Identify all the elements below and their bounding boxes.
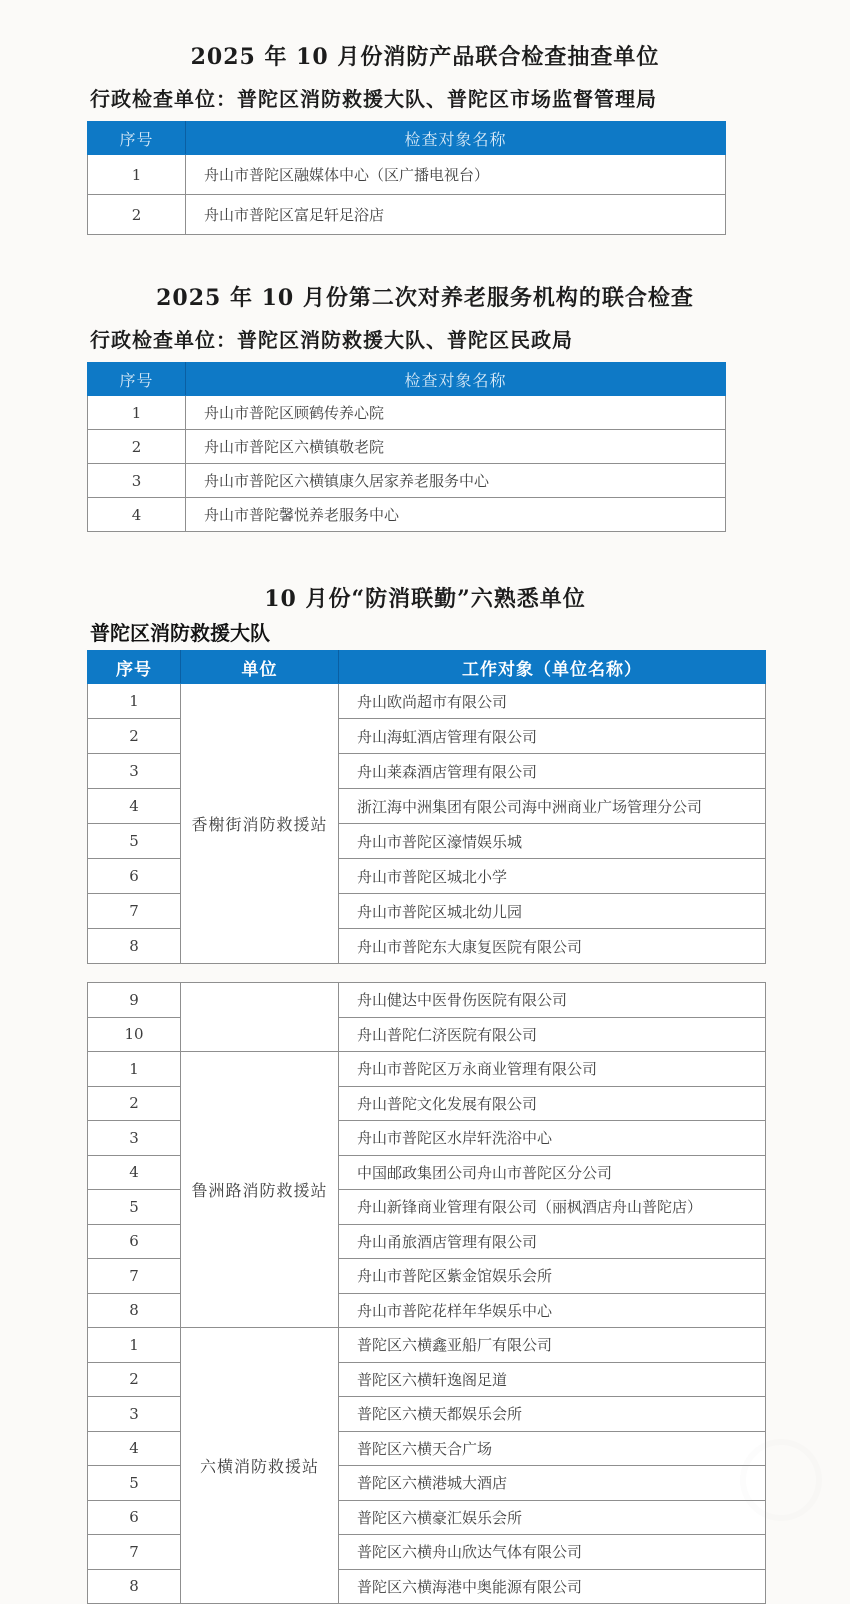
fire-product-inspection-table [87,121,726,235]
row-name-cell: 舟山市普陀馨悦养老服务中心 [186,498,726,532]
row-index-cell: 6 [88,1224,181,1259]
elderly-care-inspection-table [87,362,726,532]
section1-subtitle: 行政检查单位：普陀区消防救援大队、普陀区市场监督管理局 [90,87,657,111]
table-row [88,1052,766,1087]
row-index-cell: 2 [88,195,186,235]
row-index-cell: 2 [88,1086,181,1121]
row-name-cell: 普陀区六横港城大酒店 [339,1466,766,1501]
column-header: 检查对象名称 [186,363,726,396]
row-name-cell: 舟山甬旅酒店管理有限公司 [339,1224,766,1259]
row-name-cell: 普陀区六横天合广场 [339,1431,766,1466]
column-header: 序号 [88,122,186,155]
row-index-cell: 6 [88,1500,181,1535]
brigade-label: 普陀区消防救援大队 [90,621,270,645]
row-index-cell: 1 [88,684,181,719]
row-index-cell: 2 [88,719,181,754]
row-index-cell: 5 [88,1466,181,1501]
row-name-cell: 舟山健达中医骨伤医院有限公司 [339,983,766,1018]
row-name-cell: 舟山市普陀区融媒体中心（区广播电视台） [186,155,726,195]
row-name-cell: 舟山市普陀花样年华娱乐中心 [339,1293,766,1328]
header-row [88,651,766,684]
row-index-cell: 4 [88,789,181,824]
row-name-cell: 舟山普陀仁济医院有限公司 [339,1017,766,1052]
row-name-cell: 舟山市普陀区六横镇敬老院 [186,430,726,464]
table-row [88,430,726,464]
row-name-cell: 舟山海虹酒店管理有限公司 [339,719,766,754]
row-name-cell: 舟山市普陀东大康复医院有限公司 [339,929,766,964]
row-name-cell: 普陀区六横舟山欣达气体有限公司 [339,1535,766,1570]
row-name-cell: 舟山市普陀区顾鹤传养心院 [186,396,726,430]
row-index-cell: 1 [88,1052,181,1087]
row-index-cell: 8 [88,929,181,964]
row-index-cell: 4 [88,1155,181,1190]
table-row [88,464,726,498]
station-cell: 六横消防救援站 [181,1328,339,1604]
column-header: 检查对象名称 [186,122,726,155]
section2-subtitle: 行政检查单位：普陀区消防救援大队、普陀区民政局 [90,328,573,352]
station-cell: 鲁洲路消防救援站 [181,1052,339,1328]
table-row [88,684,766,719]
row-index-cell: 4 [88,498,186,532]
row-name-cell: 普陀区六横豪汇娱乐会所 [339,1500,766,1535]
row-name-cell: 普陀区六横天都娱乐会所 [339,1397,766,1432]
row-index-cell: 1 [88,155,186,195]
row-name-cell: 普陀区六横轩逸阁足道 [339,1362,766,1397]
row-name-cell: 舟山市普陀区紫金馆娱乐会所 [339,1259,766,1294]
section3-title: 10 月份“防消联勤”六熟悉单位 [264,586,586,612]
faint-watermark [740,1439,822,1521]
row-name-cell: 舟山市普陀区城北幼儿园 [339,894,766,929]
row-name-cell: 舟山市普陀区水岸轩洗浴中心 [339,1121,766,1156]
row-index-cell: 7 [88,894,181,929]
row-name-cell: 舟山新锋商业管理有限公司（丽枫酒店舟山普陀店） [339,1190,766,1225]
row-index-cell: 1 [88,1328,181,1363]
column-header: 单位 [181,651,339,684]
row-name-cell: 舟山市普陀区万永商业管理有限公司 [339,1052,766,1087]
row-index-cell: 3 [88,754,181,789]
row-index-cell: 6 [88,859,181,894]
row-index-cell: 2 [88,1362,181,1397]
familiarization-units-table-block1 [87,650,766,964]
row-name-cell: 舟山市普陀区富足轩足浴店 [186,195,726,235]
row-index-cell: 8 [88,1569,181,1604]
row-index-cell: 1 [88,396,186,430]
row-name-cell: 浙江海中洲集团有限公司海中洲商业广场管理分公司 [339,789,766,824]
row-index-cell: 5 [88,824,181,859]
row-name-cell: 舟山市普陀区城北小学 [339,859,766,894]
row-index-cell: 7 [88,1259,181,1294]
table-row [88,396,726,430]
table-row [88,155,726,195]
row-index-cell: 9 [88,983,181,1018]
row-index-cell: 8 [88,1293,181,1328]
section1-title: 2025 年 10 月份消防产品联合检查抽查单位 [190,44,660,70]
table-row [88,983,766,1018]
column-header: 序号 [88,363,186,396]
section2-title: 2025 年 10 月份第二次对养老服务机构的联合检查 [156,285,694,311]
column-header: 工作对象（单位名称） [339,651,766,684]
row-index-cell: 3 [88,1121,181,1156]
row-name-cell: 普陀区六横海港中奥能源有限公司 [339,1569,766,1604]
row-index-cell: 2 [88,430,186,464]
row-name-cell: 舟山欧尚超市有限公司 [339,684,766,719]
row-index-cell: 3 [88,464,186,498]
table-row [88,498,726,532]
row-name-cell: 舟山普陀文化发展有限公司 [339,1086,766,1121]
column-header: 序号 [88,651,181,684]
row-index-cell: 3 [88,1397,181,1432]
row-index-cell: 10 [88,1017,181,1052]
header-row [88,122,726,155]
row-index-cell: 4 [88,1431,181,1466]
station-cell: 香榭街消防救援站 [181,684,339,964]
row-name-cell: 舟山市普陀区濠情娱乐城 [339,824,766,859]
row-index-cell: 5 [88,1190,181,1225]
row-name-cell: 舟山莱森酒店管理有限公司 [339,754,766,789]
header-row [88,363,726,396]
table-row [88,1328,766,1363]
row-index-cell: 7 [88,1535,181,1570]
row-name-cell: 舟山市普陀区六横镇康久居家养老服务中心 [186,464,726,498]
station-cell [181,983,339,1052]
row-name-cell: 普陀区六横鑫亚船厂有限公司 [339,1328,766,1363]
table-row [88,195,726,235]
row-name-cell: 中国邮政集团公司舟山市普陀区分公司 [339,1155,766,1190]
